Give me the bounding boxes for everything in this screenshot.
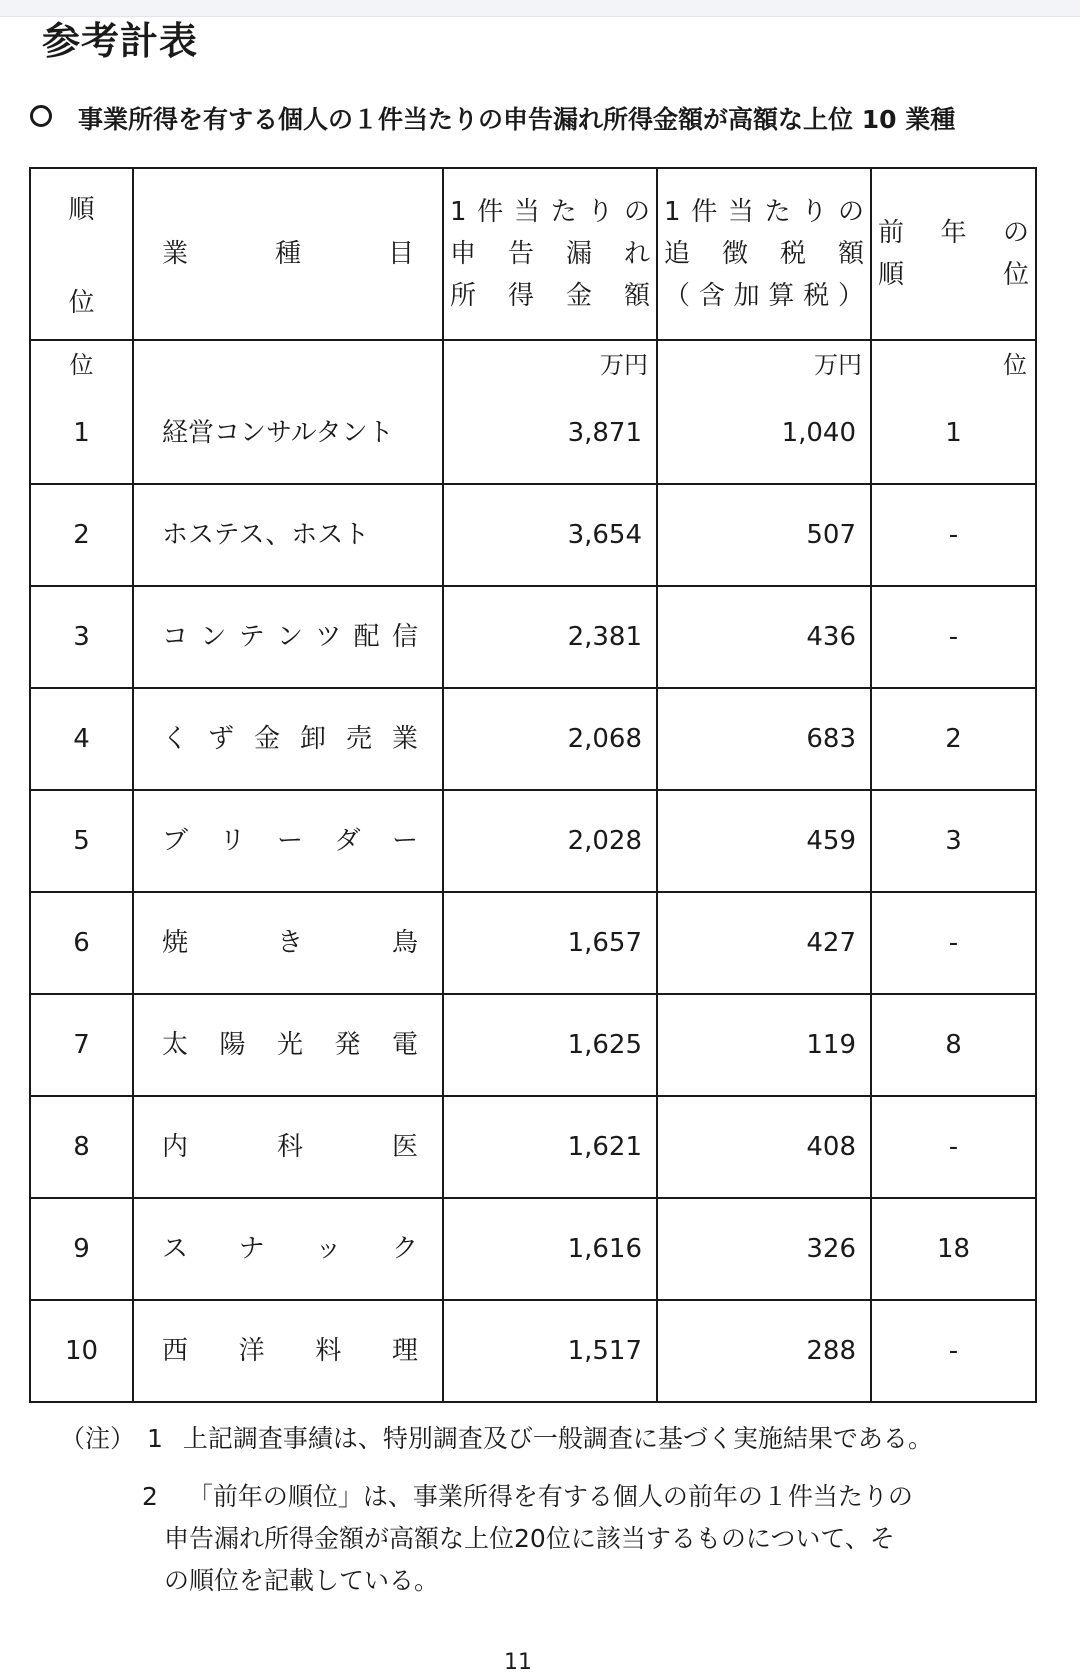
prev-rank-cell [871,688,1036,790]
industry-name-part: く [162,724,189,754]
income-value-text: 2,068 [567,724,642,754]
industry-name-part: 金 [253,724,280,754]
tax-value [658,1301,870,1401]
page-title: 参考計表 [42,19,199,63]
char: 位 [1002,260,1029,290]
industry-name-part: ッ [315,1234,342,1264]
industry-cell [133,484,443,586]
prev-rank-value-text: 1 [945,418,962,448]
industry-name [134,383,442,483]
income-value [444,1301,656,1401]
income-value [444,995,656,1095]
table-row [30,1198,1036,1300]
rank-value-text: 3 [73,622,90,652]
tax-cell [657,892,871,994]
char: 前 [878,218,905,248]
header-industry-char: 目 [387,239,414,269]
rank-value [31,689,132,789]
header-industry [133,168,443,340]
rank-value-text: 5 [73,826,90,856]
income-cell [443,484,657,586]
rank-value-text: 8 [73,1132,90,1162]
tax-cell [657,790,871,892]
income-value [444,791,656,891]
prev-rank-value-text: 8 [945,1030,962,1060]
industry-cell [133,340,443,484]
rank-value-text: 1 [73,418,90,448]
tax-value [658,587,870,687]
prev-rank-cell [871,1096,1036,1198]
header-tax-line [664,275,864,317]
char: 所 [450,281,477,311]
header-rank-char: 順 [68,195,95,225]
char: 得 [507,281,534,311]
page-number: 11 [504,1650,532,1675]
industry-cell [133,688,443,790]
industry-name [134,689,442,789]
prev-rank-value [872,1301,1035,1401]
industry-name [134,893,442,993]
char: 額 [837,239,864,269]
prev-rank-value [872,1199,1035,1299]
prev-rank-value-text: - [948,1336,959,1366]
industry-name-part: 鳥 [391,928,418,958]
prev-rank-cell [871,484,1036,586]
industry-name-part: 内 [162,1132,189,1162]
note-number: 1 [146,1424,163,1453]
industry-name-part: 配 [353,622,380,652]
tax-value [658,1199,870,1299]
industry-name-part: ナ [238,1234,265,1264]
rank-cell [30,1198,133,1300]
rank-value [31,1199,132,1299]
industry-cell [133,586,443,688]
char: 含 [698,281,725,311]
prev-rank-cell [871,790,1036,892]
income-cell [443,892,657,994]
char: 1 [450,197,467,227]
char: 税 [803,281,830,311]
char: の [837,197,864,227]
industry-name-part: き [276,928,303,958]
tax-value-text: 427 [806,928,856,958]
note-text: の順位を記載している。 [164,1566,440,1595]
tax-value-text: 683 [806,724,856,754]
rank-value [31,791,132,891]
industry-name-part: リ [219,826,246,856]
industry-name-part: ダ [334,826,361,856]
industry-cell [133,1300,443,1402]
note-text: 申告漏れ所得金額が高額な上位20位に該当するものについて、そ [164,1524,895,1553]
unit-label: 万円 [600,351,648,379]
char: の [1002,218,1029,248]
prev-rank-value [872,995,1035,1095]
prev-rank-value-text: - [948,1132,959,1162]
header-income-line [450,191,650,233]
rank-cell [30,1096,133,1198]
footnotes [60,1418,933,1602]
prev-rank-cell [871,1198,1036,1300]
income-cell [443,586,657,688]
char: た [764,197,791,227]
industry-name [134,485,442,585]
rank-value [31,587,132,687]
income-value [444,893,656,993]
industry-name-part: ホステス、ホスト [162,520,370,550]
income-value [444,1097,656,1197]
rank-value-text: 10 [64,1336,99,1366]
table-row [30,1096,1036,1198]
char: 申 [450,239,477,269]
tax-value [658,383,870,483]
rank-value [31,995,132,1095]
prev-rank-value [872,587,1035,687]
unit-label: 万円 [814,351,862,379]
industry-name-part: ン [200,622,227,652]
tax-value [658,1097,870,1197]
rank-value [31,1097,132,1197]
note-label: （注） [60,1424,136,1453]
industry-name-part: 医 [391,1132,418,1162]
rank-value-text: 6 [73,928,90,958]
income-value-text: 1,616 [567,1234,642,1264]
rank-value [31,383,132,483]
industry-name-part: コ [162,622,189,652]
rank-cell [30,688,133,790]
tax-value-text: 326 [806,1234,856,1264]
income-value-text: 1,517 [567,1336,642,1366]
caption-text: 事業所得を有する個人の１件当たりの申告漏れ所得金額が高額な上位 10 業種 [78,105,956,134]
industry-name-part: ず [207,724,234,754]
industry-name-part: 科 [276,1132,303,1162]
char: 徴 [721,239,748,269]
rank-value-text: 2 [73,520,90,550]
char: 順 [878,260,905,290]
income-value-text: 1,625 [567,1030,642,1060]
tax-value [658,689,870,789]
circle-bullet-icon [30,105,52,127]
industry-name-part: 西 [162,1336,189,1366]
industry-name-part: 洋 [238,1336,265,1366]
industry-name [134,1199,442,1299]
income-cell [443,340,657,484]
industry-name-part: 焼 [162,928,189,958]
industry-name-part: テ [238,622,265,652]
rank-value-text: 4 [73,724,90,754]
char: 漏 [565,239,592,269]
table-caption [30,100,955,136]
industry-name-part: 卸 [299,724,326,754]
industry-cell [133,1096,443,1198]
char: の [623,197,650,227]
note-text: 上記調査事績は、特別調査及び一般調査に基づく実施結果である。 [182,1424,933,1453]
unit-label: 位 [69,351,94,379]
prev-rank-value-text: 3 [945,826,962,856]
note-1 [60,1418,933,1460]
income-cell [443,1096,657,1198]
table-row [30,1300,1036,1402]
rank-cell [30,586,133,688]
income-value-text: 1,657 [567,928,642,958]
income-cell [443,688,657,790]
income-cell [443,790,657,892]
prev-rank-value [872,791,1035,891]
char: 件 [691,197,718,227]
industry-name-part: ス [162,1234,189,1264]
rank-cell [30,892,133,994]
rank-cell [30,1300,133,1402]
prev-rank-value-text: 2 [945,724,962,754]
char: ） [837,281,864,311]
income-value-text: 3,871 [567,418,642,448]
rank-cell [30,484,133,586]
income-cell [443,994,657,1096]
prev-rank-cell [871,994,1036,1096]
tax-cell [657,1300,871,1402]
header-prev-rank [871,168,1036,340]
tax-value [658,995,870,1095]
header-tax [657,168,871,340]
char: 1 [664,197,681,227]
industry-name-part: ツ [315,622,342,652]
char: た [550,197,577,227]
income-value [444,485,656,585]
char: 告 [507,239,534,269]
char: 年 [940,218,967,248]
tax-value-text: 288 [806,1336,856,1366]
industry-name [134,587,442,687]
header-tax-line [664,191,864,233]
income-value-text: 3,654 [567,520,642,550]
income-value [444,587,656,687]
industry-name-part: 売 [345,724,372,754]
prev-rank-cell [871,892,1036,994]
prev-rank-value [872,689,1035,789]
tax-value [658,893,870,993]
char: （ [664,281,691,311]
tax-value-text: 436 [806,622,856,652]
header-rank [30,168,133,340]
char: 額 [623,281,650,311]
industry-name-part: ン [276,622,303,652]
prev-rank-cell [871,340,1036,484]
table-row [30,340,1036,484]
rank-cell [30,994,133,1096]
industry-name-part: ー [391,826,418,856]
industry-name [134,1097,442,1197]
income-cell [443,1300,657,1402]
ranking-table [29,167,1037,1403]
industry-name-part: 業 [391,724,418,754]
rank-value-text: 7 [73,1030,90,1060]
table-row [30,586,1036,688]
rank-cell [30,340,133,484]
rank-value [31,485,132,585]
header-income-line [450,275,650,317]
table-row [30,484,1036,586]
rank-cell [30,790,133,892]
header-income [443,168,657,340]
income-value-text: 2,381 [567,622,642,652]
industry-name-part: 太 [162,1030,189,1060]
header-prev-line [878,254,1029,296]
prev-rank-value [872,383,1035,483]
income-value [444,1199,656,1299]
tax-value-text: 119 [806,1030,856,1060]
note-text: 「前年の順位」は、事業所得を有する個人の前年の１件当たりの [187,1482,913,1511]
industry-cell [133,994,443,1096]
industry-name [134,995,442,1095]
tax-cell [657,1198,871,1300]
industry-cell [133,1198,443,1300]
char: 加 [733,281,760,311]
char: り [587,197,614,227]
prev-rank-value-text: - [948,520,959,550]
note-2 [60,1476,933,1602]
tax-cell [657,994,871,1096]
header-rank-char: 位 [68,288,95,318]
char: 追 [664,239,691,269]
char: 金 [565,281,592,311]
header-industry-char: 種 [274,239,301,269]
header-income-line [450,233,650,275]
header-tax-line [664,233,864,275]
prev-rank-value-text: - [948,928,959,958]
unit-label: 位 [1003,351,1027,379]
rank-value-text: 9 [73,1234,90,1264]
income-cell [443,1198,657,1300]
prev-rank-value [872,893,1035,993]
rank-value [31,893,132,993]
industry-name-part: 光 [276,1030,303,1060]
industry-name-part: ク [391,1234,418,1264]
char: 税 [779,239,806,269]
tax-value-text: 1,040 [781,418,856,448]
prev-rank-value [872,1097,1035,1197]
income-value [444,383,656,483]
industry-name-part: 経営コンサルタント [162,418,394,448]
industry-name [134,1301,442,1401]
tax-value-text: 459 [806,826,856,856]
char: 当 [727,197,754,227]
income-value-text: 2,028 [567,826,642,856]
table-row [30,994,1036,1096]
char: れ [623,239,650,269]
industry-name-part: 発 [334,1030,361,1060]
industry-name-part: 電 [391,1030,418,1060]
table-body [30,340,1036,1402]
industry-name-part: 理 [391,1336,418,1366]
industry-name-part: 信 [391,622,418,652]
char: 当 [513,197,540,227]
tax-cell [657,340,871,484]
prev-rank-cell [871,1300,1036,1402]
industry-name-part: ー [276,826,303,856]
income-value-text: 1,621 [567,1132,642,1162]
industry-cell [133,892,443,994]
industry-name-part: 陽 [219,1030,246,1060]
tax-value-text: 408 [806,1132,856,1162]
tax-value [658,485,870,585]
table-row [30,892,1036,994]
income-value [444,689,656,789]
table-row [30,688,1036,790]
char: り [801,197,828,227]
industry-cell [133,790,443,892]
prev-rank-value [872,485,1035,585]
tax-cell [657,688,871,790]
prev-rank-cell [871,586,1036,688]
tax-cell [657,1096,871,1198]
header-prev-line [878,212,1029,254]
prev-rank-value-text: 18 [936,1234,971,1264]
industry-name [134,791,442,891]
industry-name-part: 料 [315,1336,342,1366]
char: 件 [477,197,504,227]
note-number: 2 [142,1482,158,1511]
tax-value-text: 507 [806,520,856,550]
industry-name-part: ブ [162,826,189,856]
table-row [30,790,1036,892]
header-industry-char: 業 [162,239,189,269]
tax-cell [657,484,871,586]
tax-value [658,791,870,891]
char: 算 [768,281,795,311]
rank-value [31,1301,132,1401]
tax-cell [657,586,871,688]
prev-rank-value-text: - [948,622,959,652]
